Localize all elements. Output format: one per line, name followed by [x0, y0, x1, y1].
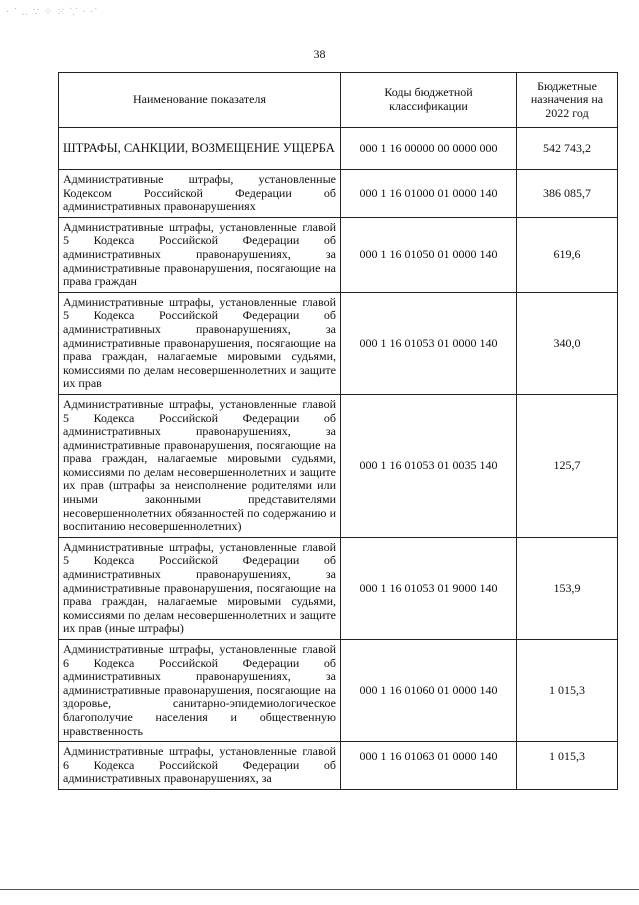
header-amount: Бюджетные назначения на 2022 год: [517, 73, 618, 128]
row-code: 000 1 16 01060 01 0000 140: [341, 640, 517, 742]
table-row: [59, 640, 618, 742]
row-amount: 1 015,3: [517, 742, 618, 790]
table-row: [59, 537, 618, 639]
row-code: 000 1 16 00000 00 0000 000: [341, 128, 517, 170]
row-code: 000 1 16 01053 01 0000 140: [341, 292, 517, 394]
row-name: Административные штрафы, установленные главой 5 Кодекса Российской Федерации об административных правонарушениях, за административные правонарушения, посягающие на права граждан, налагаемые мировыми судьями, комиссиями по делам несовершеннолетних и защите их прав: [59, 292, 341, 394]
table-row: [59, 217, 618, 292]
row-amount: 386 085,7: [517, 170, 618, 218]
page-number: 38: [313, 47, 326, 61]
row-name: Административные штрафы, установленные главой 5 Кодекса Российской Федерации об административных правонарушениях, за административные правонарушения, посягающие на права граждан, налагаемые мировыми судьями, комиссиями по делам несовершеннолетних и защите их прав (иные штрафы): [59, 537, 341, 639]
budget-table: [58, 72, 618, 790]
row-name: Административные штрафы, установленные Кодексом Российской Федерации об административных правонарушениях: [59, 170, 341, 218]
table-row: [59, 170, 618, 218]
row-amount: 542 743,2: [517, 128, 618, 170]
header-name: Наименование показателя: [59, 73, 341, 128]
row-name: ШТРАФЫ, САНКЦИИ, ВОЗМЕЩЕНИЕ УЩЕРБА: [59, 128, 341, 170]
table-row: [59, 292, 618, 394]
row-amount: 340,0: [517, 292, 618, 394]
row-code: 000 1 16 01053 01 0035 140: [341, 394, 517, 537]
header-code: Коды бюджетной классификации: [341, 73, 517, 128]
page-bottom-edge: [0, 889, 639, 890]
row-name: Административные штрафы, установленные главой 5 Кодекса Российской Федерации об административных правонарушениях, за административные правонарушения, посягающие на права граждан, налагаемые мировыми судьями, комиссиями по делам несовершеннолетних и защите их прав (штрафы за неисполнение родителями или иными законными представителями несовершеннолетних обязанностей по содержанию и воспитанию несовершеннолетних): [59, 394, 341, 537]
row-name: Административные штрафы, установленные главой 6 Кодекса Российской Федерации об административных правонарушениях, за административные правонарушения, посягающие на здоровье, санитарно-эпидемиологическое благополучие населения и общественную нравственность: [59, 640, 341, 742]
row-code: 000 1 16 01000 01 0000 140: [341, 170, 517, 218]
row-amount: 1 015,3: [517, 640, 618, 742]
scan-artifact: · ˙ ‥ ∵ ⁘ ⁙ ⸪ ‧ ·˙: [6, 7, 99, 18]
table-row: [59, 128, 618, 170]
row-name: Административные штрафы, установленные главой 6 Кодекса Российской Федерации об административных правонарушениях, за: [59, 742, 341, 790]
table-row: [59, 394, 618, 537]
row-amount: 125,7: [517, 394, 618, 537]
row-code: 000 1 16 01050 01 0000 140: [341, 217, 517, 292]
row-amount: 619,6: [517, 217, 618, 292]
row-code: 000 1 16 01063 01 0000 140: [341, 742, 517, 790]
row-amount: 153,9: [517, 537, 618, 639]
row-name: Административные штрафы, установленные главой 5 Кодекса Российской Федерации об административных правонарушениях, за административные правонарушения, посягающие на права граждан: [59, 217, 341, 292]
table-header-row: [59, 73, 618, 128]
table-row: [59, 742, 618, 790]
row-code: 000 1 16 01053 01 9000 140: [341, 537, 517, 639]
